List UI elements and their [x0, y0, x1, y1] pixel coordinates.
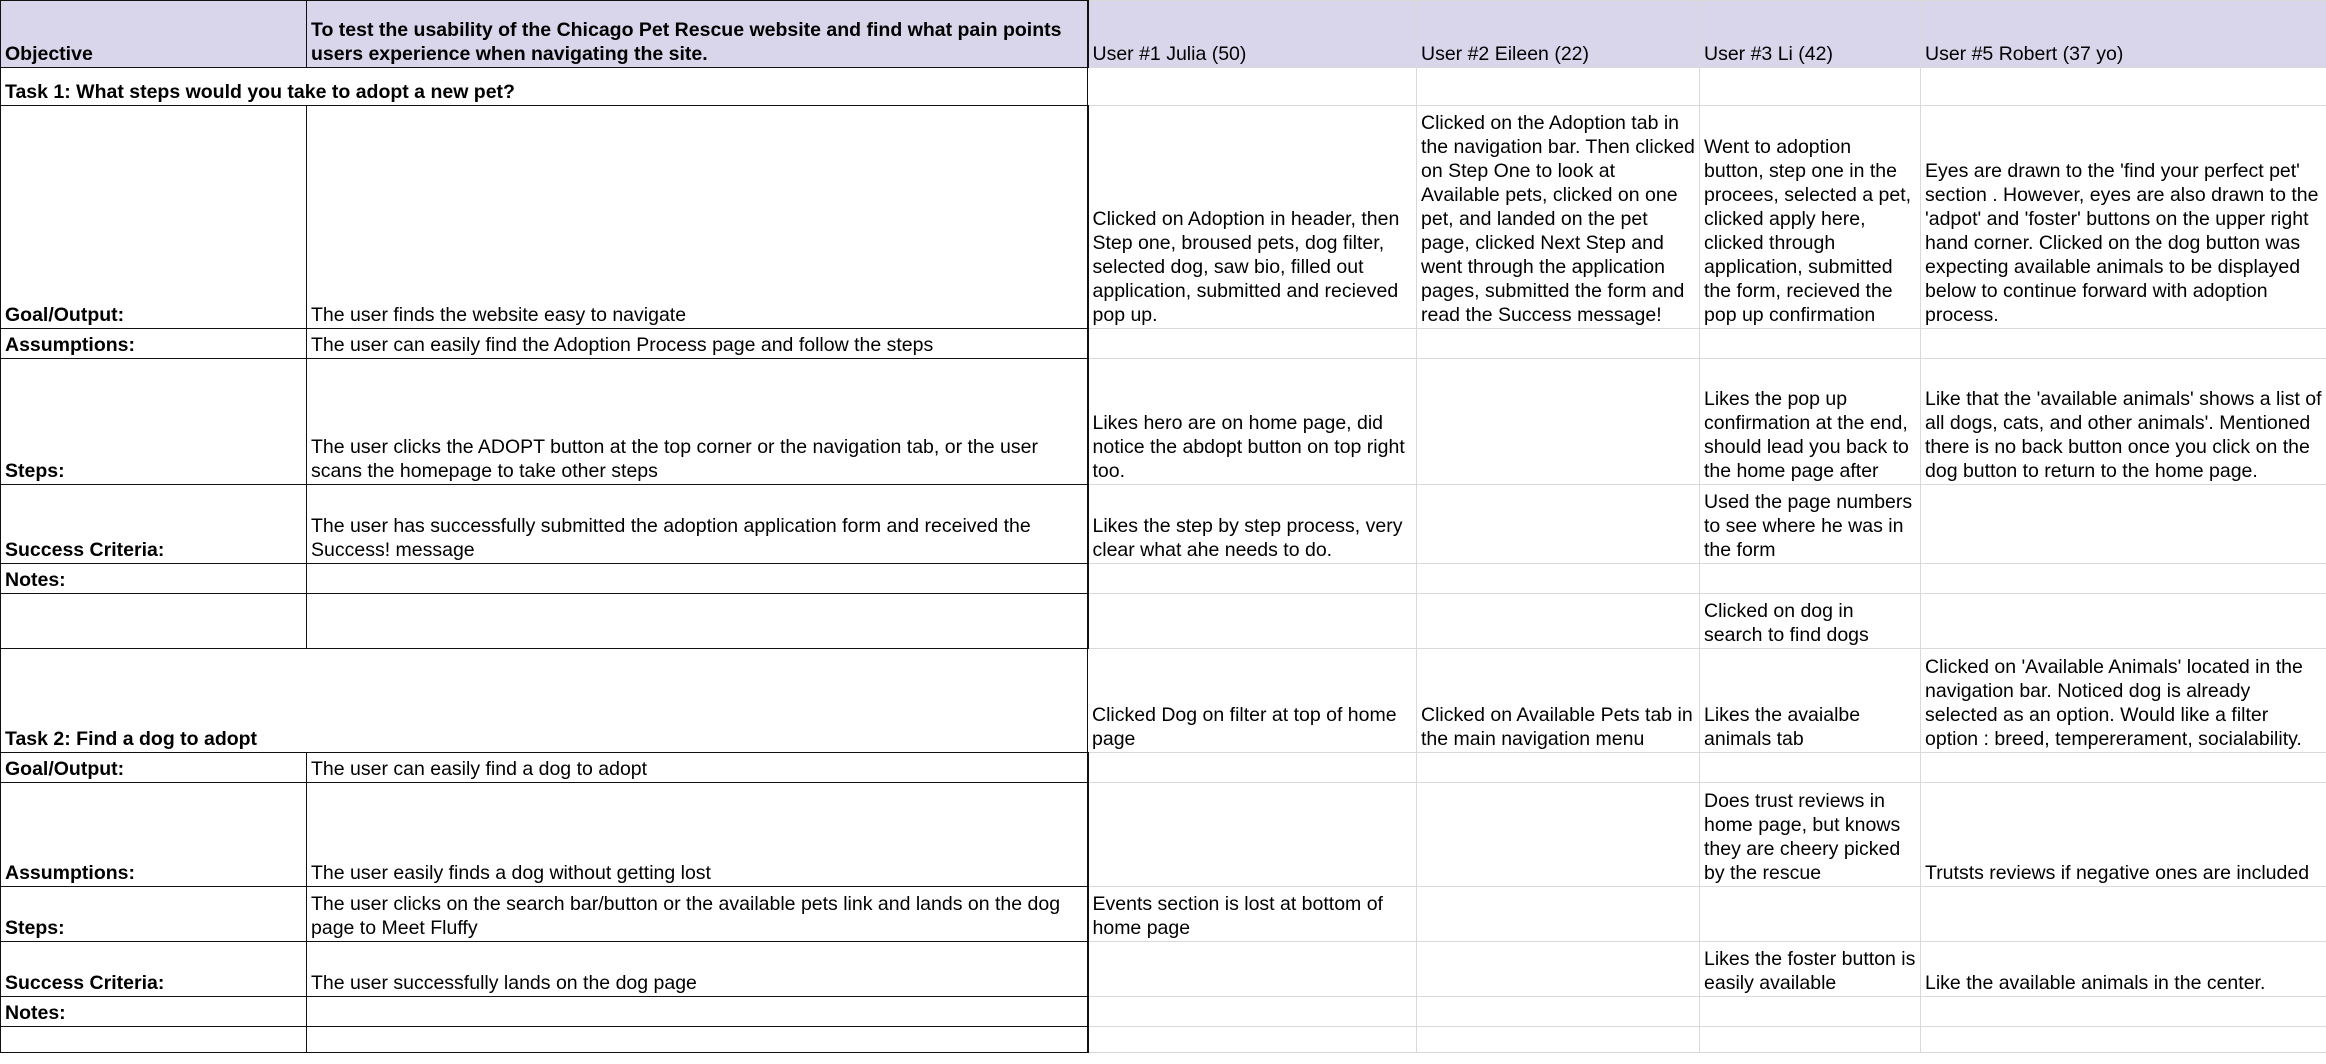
row-value[interactable]: The user clicks the ADOPT button at the top corner or the navigation tab, or the user scans the homepage to take other steps	[307, 359, 1088, 485]
task1-title-row	[1, 68, 2326, 106]
user-note[interactable]	[1088, 329, 1417, 359]
row-value[interactable]	[307, 997, 1088, 1027]
row-value[interactable]	[307, 564, 1088, 594]
user-note[interactable]	[1700, 887, 1921, 942]
table-row	[1, 594, 2326, 649]
user-note[interactable]: Likes the step by step process, very clear what ahe needs to do.	[1088, 485, 1417, 564]
user-note[interactable]: Went to adoption button, step one in the procees, selected a pet, clicked apply here, clicked through application, submitted the form, recieved the pop up confirmation	[1700, 106, 1921, 329]
user-note[interactable]	[1088, 594, 1417, 649]
user-header-5[interactable]: User #5 Robert (37 yo)	[1921, 1, 2326, 68]
row-label[interactable]: Goal/Output:	[1, 753, 307, 783]
user-note[interactable]: Events section is lost at bottom of home page	[1088, 887, 1417, 942]
table-row	[1, 997, 2326, 1027]
user-note[interactable]: Clicked Dog on filter at top of home page	[1088, 649, 1417, 753]
user-header-2[interactable]: User #2 Eileen (22)	[1417, 1, 1700, 68]
row-label[interactable]	[1, 594, 307, 649]
user-note[interactable]	[1417, 783, 1700, 887]
task2-title[interactable]: Task 2: Find a dog to adopt	[1, 649, 1088, 753]
row-label[interactable]: Notes:	[1, 997, 307, 1027]
user-note[interactable]	[1921, 997, 2326, 1027]
table-row	[1, 564, 2326, 594]
user-note[interactable]: Eyes are drawn to the 'find your perfect pet' section . However, eyes are also drawn to the 'adpot' and 'foster' buttons on the upper right hand corner. Clicked on the dog button was expecting available animals to be displayed below to continue forward with adoption process.	[1921, 106, 2326, 329]
row-label[interactable]	[1, 1027, 307, 1053]
user-note[interactable]	[1417, 359, 1700, 485]
user-note[interactable]	[1417, 753, 1700, 783]
user-note[interactable]	[1921, 753, 2326, 783]
table-row	[1, 485, 2326, 564]
user-note[interactable]	[1417, 564, 1700, 594]
user-note[interactable]	[1700, 997, 1921, 1027]
table-row	[1, 783, 2326, 887]
user-note[interactable]	[1088, 753, 1417, 783]
user-note[interactable]	[1088, 564, 1417, 594]
row-label[interactable]: Success Criteria:	[1, 942, 307, 997]
user-note[interactable]	[1417, 942, 1700, 997]
row-label[interactable]: Steps:	[1, 359, 307, 485]
cell[interactable]	[1700, 68, 1921, 106]
row-value[interactable]: The user easily finds a dog without getting lost	[307, 783, 1088, 887]
row-value[interactable]: The user clicks on the search bar/button or the available pets link and lands on the dog page to Meet Fluffy	[307, 887, 1088, 942]
row-label[interactable]: Assumptions:	[1, 329, 307, 359]
user-note[interactable]: Clicked on Adoption in header, then Step one, broused pets, dog filter, selected dog, saw bio, filled out application, submitted and recieved pop up.	[1088, 106, 1417, 329]
user-note[interactable]	[1417, 594, 1700, 649]
cell[interactable]	[1088, 68, 1417, 106]
user-note[interactable]	[1417, 997, 1700, 1027]
user-note[interactable]	[1417, 887, 1700, 942]
row-value[interactable]	[307, 594, 1088, 649]
user-note[interactable]: Like the available animals in the center.	[1921, 942, 2326, 997]
user-note[interactable]: Trutsts reviews if negative ones are included	[1921, 783, 2326, 887]
task2-title-row	[1, 649, 2326, 753]
row-value[interactable]: The user finds the website easy to navigate	[307, 106, 1088, 329]
user-note[interactable]: Clicked on the Adoption tab in the navigation bar. Then clicked on Step One to look at Available pets, clicked on one pet, and landed on the pet page, clicked Next Step and went through the application pages, submitted the form and read the Success message!	[1417, 106, 1700, 329]
row-value[interactable]: The user successfully lands on the dog page	[307, 942, 1088, 997]
user-note[interactable]	[1921, 1027, 2326, 1053]
user-note[interactable]: Likes the pop up confirmation at the end, should lead you back to the home page after	[1700, 359, 1921, 485]
row-label[interactable]: Success Criteria:	[1, 485, 307, 564]
header-row	[1, 1, 2326, 68]
user-note[interactable]	[1417, 329, 1700, 359]
user-note[interactable]	[1700, 1027, 1921, 1053]
user-note[interactable]: Used the page numbers to see where he was in the form	[1700, 485, 1921, 564]
row-value[interactable]: The user has successfully submitted the adoption application form and received the Success! message	[307, 485, 1088, 564]
table-row	[1, 753, 2326, 783]
row-value[interactable]: The user can easily find the Adoption Process page and follow the steps	[307, 329, 1088, 359]
objective-text[interactable]: To test the usability of the Chicago Pet Rescue website and find what pain points users experience when navigating the site.	[307, 1, 1088, 68]
table-row	[1, 887, 2326, 942]
table-row	[1, 942, 2326, 997]
user-note[interactable]	[1088, 783, 1417, 887]
user-note[interactable]	[1700, 753, 1921, 783]
user-note[interactable]: Clicked on dog in search to find dogs	[1700, 594, 1921, 649]
user-note[interactable]: Clicked on Available Pets tab in the main navigation menu	[1417, 649, 1700, 753]
row-label[interactable]: Steps:	[1, 887, 307, 942]
user-note[interactable]	[1417, 485, 1700, 564]
user-note[interactable]	[1088, 1027, 1417, 1053]
user-note[interactable]	[1921, 594, 2326, 649]
user-note[interactable]: Likes hero are on home page, did notice the abdopt button on top right too.	[1088, 359, 1417, 485]
user-note[interactable]	[1088, 997, 1417, 1027]
user-note[interactable]	[1700, 329, 1921, 359]
user-note[interactable]: Likes the avaialbe animals tab	[1700, 649, 1921, 753]
user-note[interactable]: Likes the foster button is easily available	[1700, 942, 1921, 997]
row-label[interactable]: Assumptions:	[1, 783, 307, 887]
user-note[interactable]	[1700, 564, 1921, 594]
task1-title[interactable]: Task 1: What steps would you take to adopt a new pet?	[1, 68, 1088, 106]
user-note[interactable]: Like that the 'available animals' shows a list of all dogs, cats, and other animals'. Mentioned there is no back button once you click on the dog button to return to the home page.	[1921, 359, 2326, 485]
cell[interactable]	[1921, 68, 2326, 106]
table-row	[1, 106, 2326, 329]
user-note[interactable]	[1921, 485, 2326, 564]
user-note[interactable]	[1088, 942, 1417, 997]
user-header-3[interactable]: User #3 Li (42)	[1700, 1, 1921, 68]
table-row	[1, 359, 2326, 485]
cell[interactable]	[1417, 68, 1700, 106]
row-value[interactable]	[307, 1027, 1088, 1053]
user-note[interactable]: Clicked on 'Available Animals' located in the navigation bar. Noticed dog is already selected as an option. Would like a filter option : breed, tempererament, socialability.	[1921, 649, 2326, 753]
user-note[interactable]	[1417, 1027, 1700, 1053]
objective-label[interactable]: Objective	[1, 1, 307, 68]
row-label[interactable]: Notes:	[1, 564, 307, 594]
table-row	[1, 329, 2326, 359]
row-label[interactable]: Goal/Output:	[1, 106, 307, 329]
user-note[interactable]	[1921, 887, 2326, 942]
user-note[interactable]	[1921, 564, 2326, 594]
row-value[interactable]: The user can easily find a dog to adopt	[307, 753, 1088, 783]
user-header-1[interactable]: User #1 Julia (50)	[1088, 1, 1417, 68]
user-note[interactable]: Does trust reviews in home page, but knows they are cheery picked by the rescue	[1700, 783, 1921, 887]
user-note[interactable]	[1921, 329, 2326, 359]
table-row	[1, 1027, 2326, 1053]
